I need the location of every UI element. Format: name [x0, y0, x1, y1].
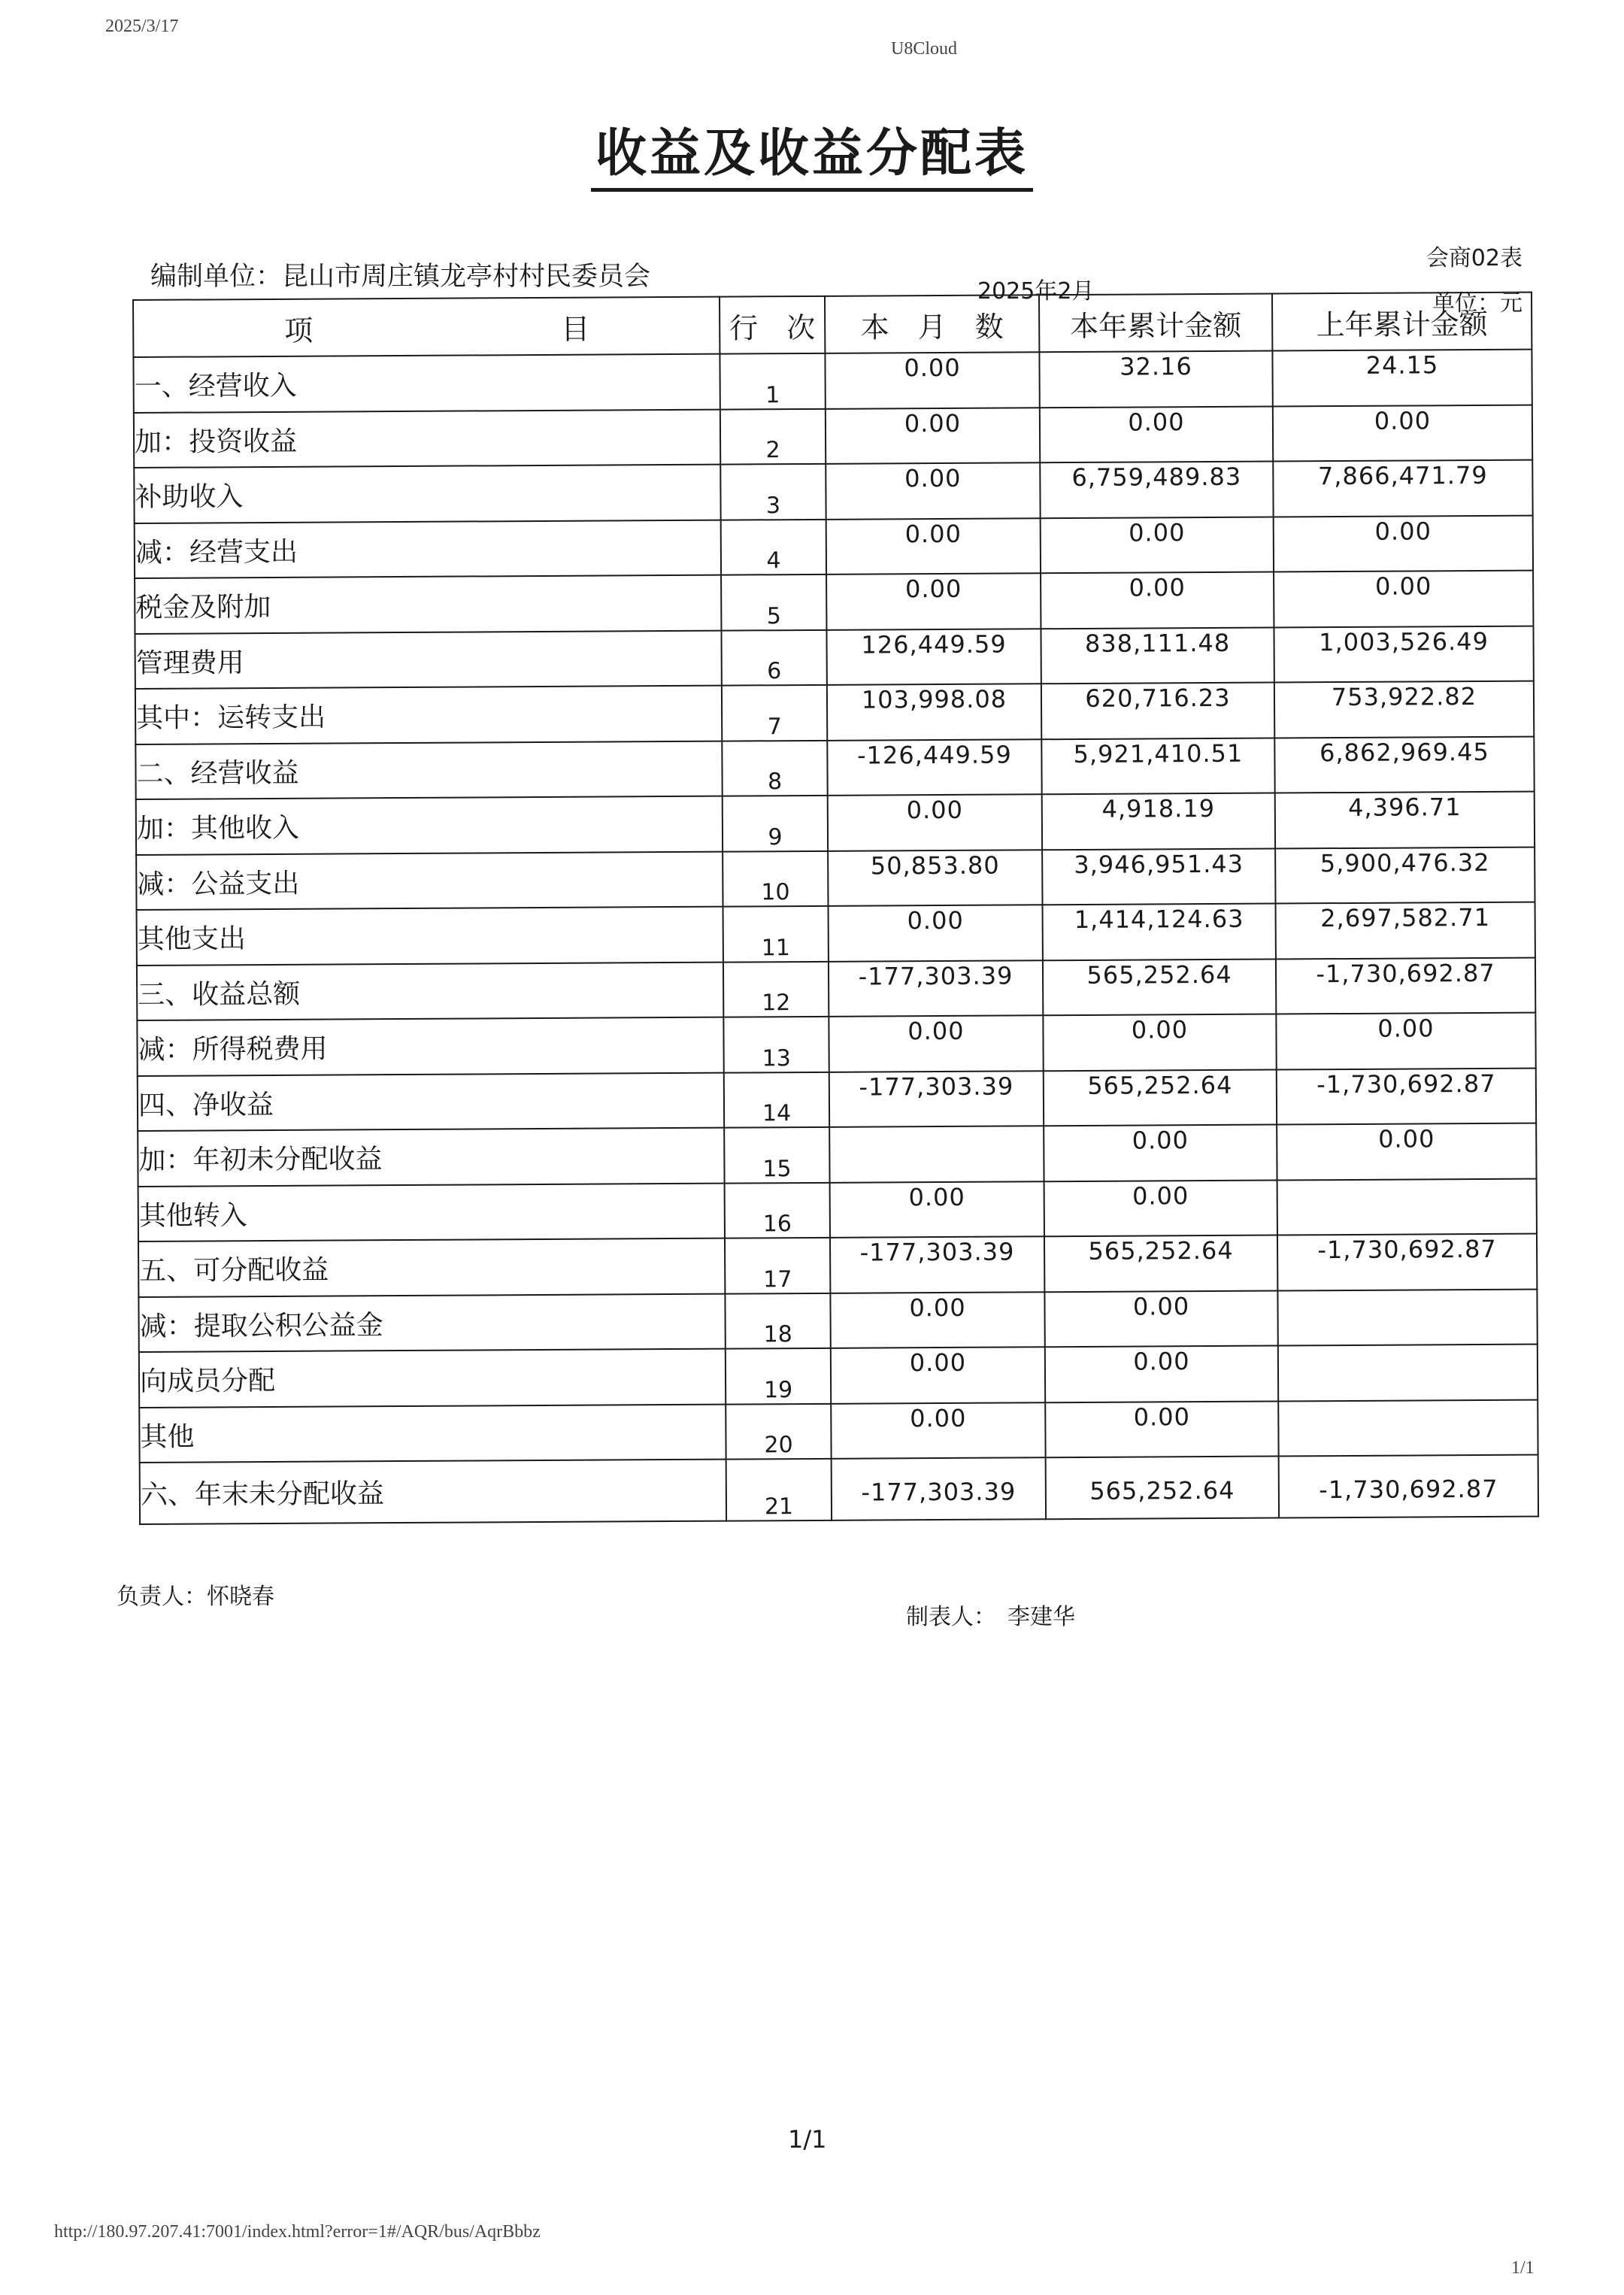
row-item: 二、经营收益 [135, 741, 722, 799]
row-line-no: 3 [720, 464, 826, 520]
row-ytd-value: 1,414,124.63 [1043, 904, 1276, 960]
responsible-person: 负责人：怀晓春 [117, 1584, 274, 1610]
row-ytd-value: 0.00 [1041, 572, 1274, 629]
row-line-no: 13 [723, 1017, 829, 1072]
row-item: 减：所得税费用 [137, 1017, 723, 1076]
row-ytd-value: 0.00 [1044, 1180, 1277, 1236]
row-month-value: 0.00 [830, 1181, 1044, 1238]
row-ytd-value: 0.00 [1043, 1014, 1276, 1071]
row-month-value: -126,449.59 [827, 739, 1041, 796]
row-item: 其他支出 [137, 907, 723, 966]
row-prior-value [1277, 1178, 1537, 1235]
row-line-no: 18 [725, 1293, 830, 1348]
document-title-text: 收益及收益分配表 [591, 124, 1033, 192]
row-item: 其他 [139, 1404, 726, 1463]
row-item: 减：经营支出 [135, 520, 721, 578]
row-ytd-value: 0.00 [1045, 1346, 1278, 1402]
organization-label: 编制单位：昆山市周庄镇龙亭村村民委员会 [150, 262, 651, 292]
row-prior-value: -1,730,692.87 [1279, 1455, 1538, 1517]
table-row [138, 1068, 1536, 1131]
row-line-no: 19 [726, 1348, 831, 1404]
print-page-number: 1/1 [1511, 2258, 1535, 2278]
row-month-value: 0.00 [825, 352, 1039, 408]
row-prior-value: 1,003,526.49 [1274, 626, 1533, 682]
row-month-value: -177,303.39 [830, 1236, 1044, 1293]
table-row [137, 957, 1535, 1020]
table-row [135, 515, 1533, 578]
row-item: 三、收益总额 [137, 962, 723, 1020]
table-row [138, 1178, 1537, 1241]
row-item: 六、年末未分配收益 [140, 1460, 726, 1524]
header-line-no: 行 次 [720, 296, 825, 354]
row-line-no: 20 [726, 1403, 831, 1459]
header-current-month: 本 月 数 [825, 295, 1039, 353]
row-month-value: 0.00 [829, 1015, 1043, 1072]
row-prior-value: 2,697,582.71 [1276, 902, 1535, 959]
table-row [138, 1123, 1536, 1187]
row-line-no: 12 [723, 961, 829, 1017]
row-prior-value: 0.00 [1274, 571, 1533, 627]
row-ytd-value: 0.00 [1044, 1125, 1277, 1181]
row-line-no: 21 [726, 1459, 832, 1520]
row-month-value: 0.00 [831, 1347, 1045, 1403]
print-date: 2025/3/17 [105, 17, 179, 36]
row-ytd-value: 32.16 [1039, 351, 1272, 408]
row-ytd-value: 0.00 [1045, 1401, 1278, 1457]
print-url: http://180.97.207.41:7001/index.html?error=1#/AQR/bus/AqrBbbz [54, 2222, 541, 2242]
table-row [134, 460, 1532, 523]
row-line-no: 1 [720, 353, 825, 409]
row-prior-value: 24.15 [1272, 350, 1532, 406]
header-item: 项 目 [133, 297, 720, 357]
row-item: 向成员分配 [139, 1349, 726, 1408]
header-year-to-date: 本年累计金额 [1039, 294, 1272, 353]
row-prior-value: 753,922.82 [1274, 681, 1534, 738]
row-line-no: 5 [721, 575, 826, 630]
form-code: 会商02表 [1426, 245, 1522, 271]
row-line-no: 11 [723, 906, 829, 962]
row-ytd-value: 565,252.64 [1044, 1069, 1277, 1126]
row-prior-value: 7,866,471.79 [1273, 460, 1532, 517]
table-row [134, 405, 1532, 468]
document-title [0, 113, 1624, 186]
row-ytd-value: 0.00 [1040, 406, 1273, 462]
income-distribution-table [132, 292, 1539, 1525]
page-number: 1/1 [788, 2125, 827, 2154]
row-line-no: 9 [723, 796, 828, 851]
table-row [135, 681, 1534, 744]
table-row [138, 1289, 1537, 1352]
row-prior-value: -1,730,692.87 [1277, 1234, 1537, 1290]
table-row [139, 1345, 1538, 1408]
row-month-value: -177,303.39 [832, 1457, 1046, 1520]
row-line-no: 7 [722, 685, 827, 741]
row-line-no: 17 [725, 1238, 830, 1293]
row-month-value: 50,853.80 [828, 850, 1042, 906]
row-prior-value: 0.00 [1273, 405, 1532, 461]
row-item: 四、净收益 [138, 1072, 724, 1131]
row-prior-value: -1,730,692.87 [1277, 1068, 1536, 1124]
row-ytd-value: 0.00 [1041, 517, 1274, 573]
row-month-value: 0.00 [828, 794, 1042, 850]
report-period: 2025年2月 [977, 278, 1095, 305]
row-month-value: 0.00 [826, 408, 1040, 464]
table-header-row [133, 293, 1532, 357]
row-item: 税金及附加 [135, 575, 721, 634]
row-month-value: 0.00 [829, 905, 1043, 961]
row-item: 补助收入 [134, 465, 720, 523]
table-row [135, 626, 1533, 689]
row-item: 加：其他收入 [136, 796, 723, 855]
row-item: 减：提取公积公益金 [138, 1293, 725, 1352]
preparer: 制表人： 李建华 [906, 1604, 1075, 1630]
row-prior-value: 0.00 [1276, 1013, 1535, 1069]
row-ytd-value: 838,111.48 [1041, 627, 1274, 684]
row-prior-value: 0.00 [1277, 1123, 1536, 1180]
row-item: 加：年初未分配收益 [138, 1128, 724, 1187]
row-prior-value [1277, 1289, 1537, 1345]
row-month-value: 0.00 [830, 1292, 1044, 1348]
row-ytd-value: 620,716.23 [1041, 683, 1274, 739]
row-line-no: 16 [725, 1182, 830, 1238]
table-row [137, 902, 1535, 966]
row-item: 其中：运转支出 [135, 686, 722, 744]
row-line-no: 15 [724, 1127, 829, 1183]
print-header [0, 17, 1624, 62]
row-month-value: 126,449.59 [826, 629, 1041, 685]
row-month-value: 0.00 [826, 518, 1041, 575]
row-item: 五、可分配收益 [138, 1238, 725, 1297]
header-prior-year: 上年累计金额 [1272, 293, 1532, 351]
row-month-value: -177,303.39 [829, 1071, 1044, 1127]
row-ytd-value: 0.00 [1044, 1290, 1277, 1347]
row-prior-value: 5,900,476.32 [1275, 847, 1535, 903]
row-ytd-value: 4,918.19 [1042, 793, 1275, 850]
row-prior-value: -1,730,692.87 [1276, 957, 1535, 1014]
row-line-no: 6 [721, 629, 826, 685]
row-month-value: -177,303.39 [829, 960, 1043, 1017]
table-row [137, 1013, 1535, 1076]
row-line-no: 4 [721, 519, 826, 575]
row-month-value [829, 1126, 1044, 1182]
row-line-no: 2 [720, 408, 826, 464]
row-ytd-value: 565,252.64 [1044, 1235, 1277, 1292]
row-line-no: 8 [722, 740, 827, 796]
row-month-value: 0.00 [831, 1402, 1045, 1459]
row-month-value: 0.00 [826, 462, 1040, 519]
table-row [133, 350, 1532, 413]
row-prior-value [1278, 1345, 1538, 1401]
row-prior-value: 6,862,969.45 [1274, 736, 1534, 793]
row-ytd-value: 565,252.64 [1043, 959, 1276, 1015]
row-ytd-value: 5,921,410.51 [1041, 738, 1274, 794]
row-item: 其他转入 [138, 1183, 725, 1241]
print-app-name: U8Cloud [891, 39, 958, 59]
row-ytd-value: 565,252.64 [1046, 1457, 1279, 1519]
currency-unit: 单位：元 [1432, 290, 1522, 317]
row-ytd-value: 3,946,951.43 [1042, 848, 1275, 905]
row-item: 管理费用 [135, 630, 721, 689]
row-item: 减：公益支出 [136, 851, 723, 910]
table-row [135, 571, 1533, 634]
row-prior-value: 4,396.71 [1275, 792, 1535, 848]
table-row [136, 792, 1535, 855]
row-item: 加：投资收益 [134, 409, 720, 468]
row-line-no: 14 [724, 1072, 829, 1127]
row-month-value: 0.00 [826, 573, 1041, 629]
row-prior-value: 0.00 [1274, 515, 1533, 571]
table-row [135, 736, 1534, 799]
table-row [138, 1234, 1537, 1297]
row-item: 一、经营收入 [133, 354, 720, 413]
table-row [140, 1455, 1538, 1524]
row-month-value: 103,998.08 [827, 684, 1041, 740]
row-ytd-value: 6,759,489.83 [1040, 462, 1273, 518]
table-row [139, 1399, 1538, 1463]
row-prior-value [1278, 1399, 1538, 1456]
row-line-no: 10 [723, 850, 828, 906]
table-row [136, 847, 1535, 910]
